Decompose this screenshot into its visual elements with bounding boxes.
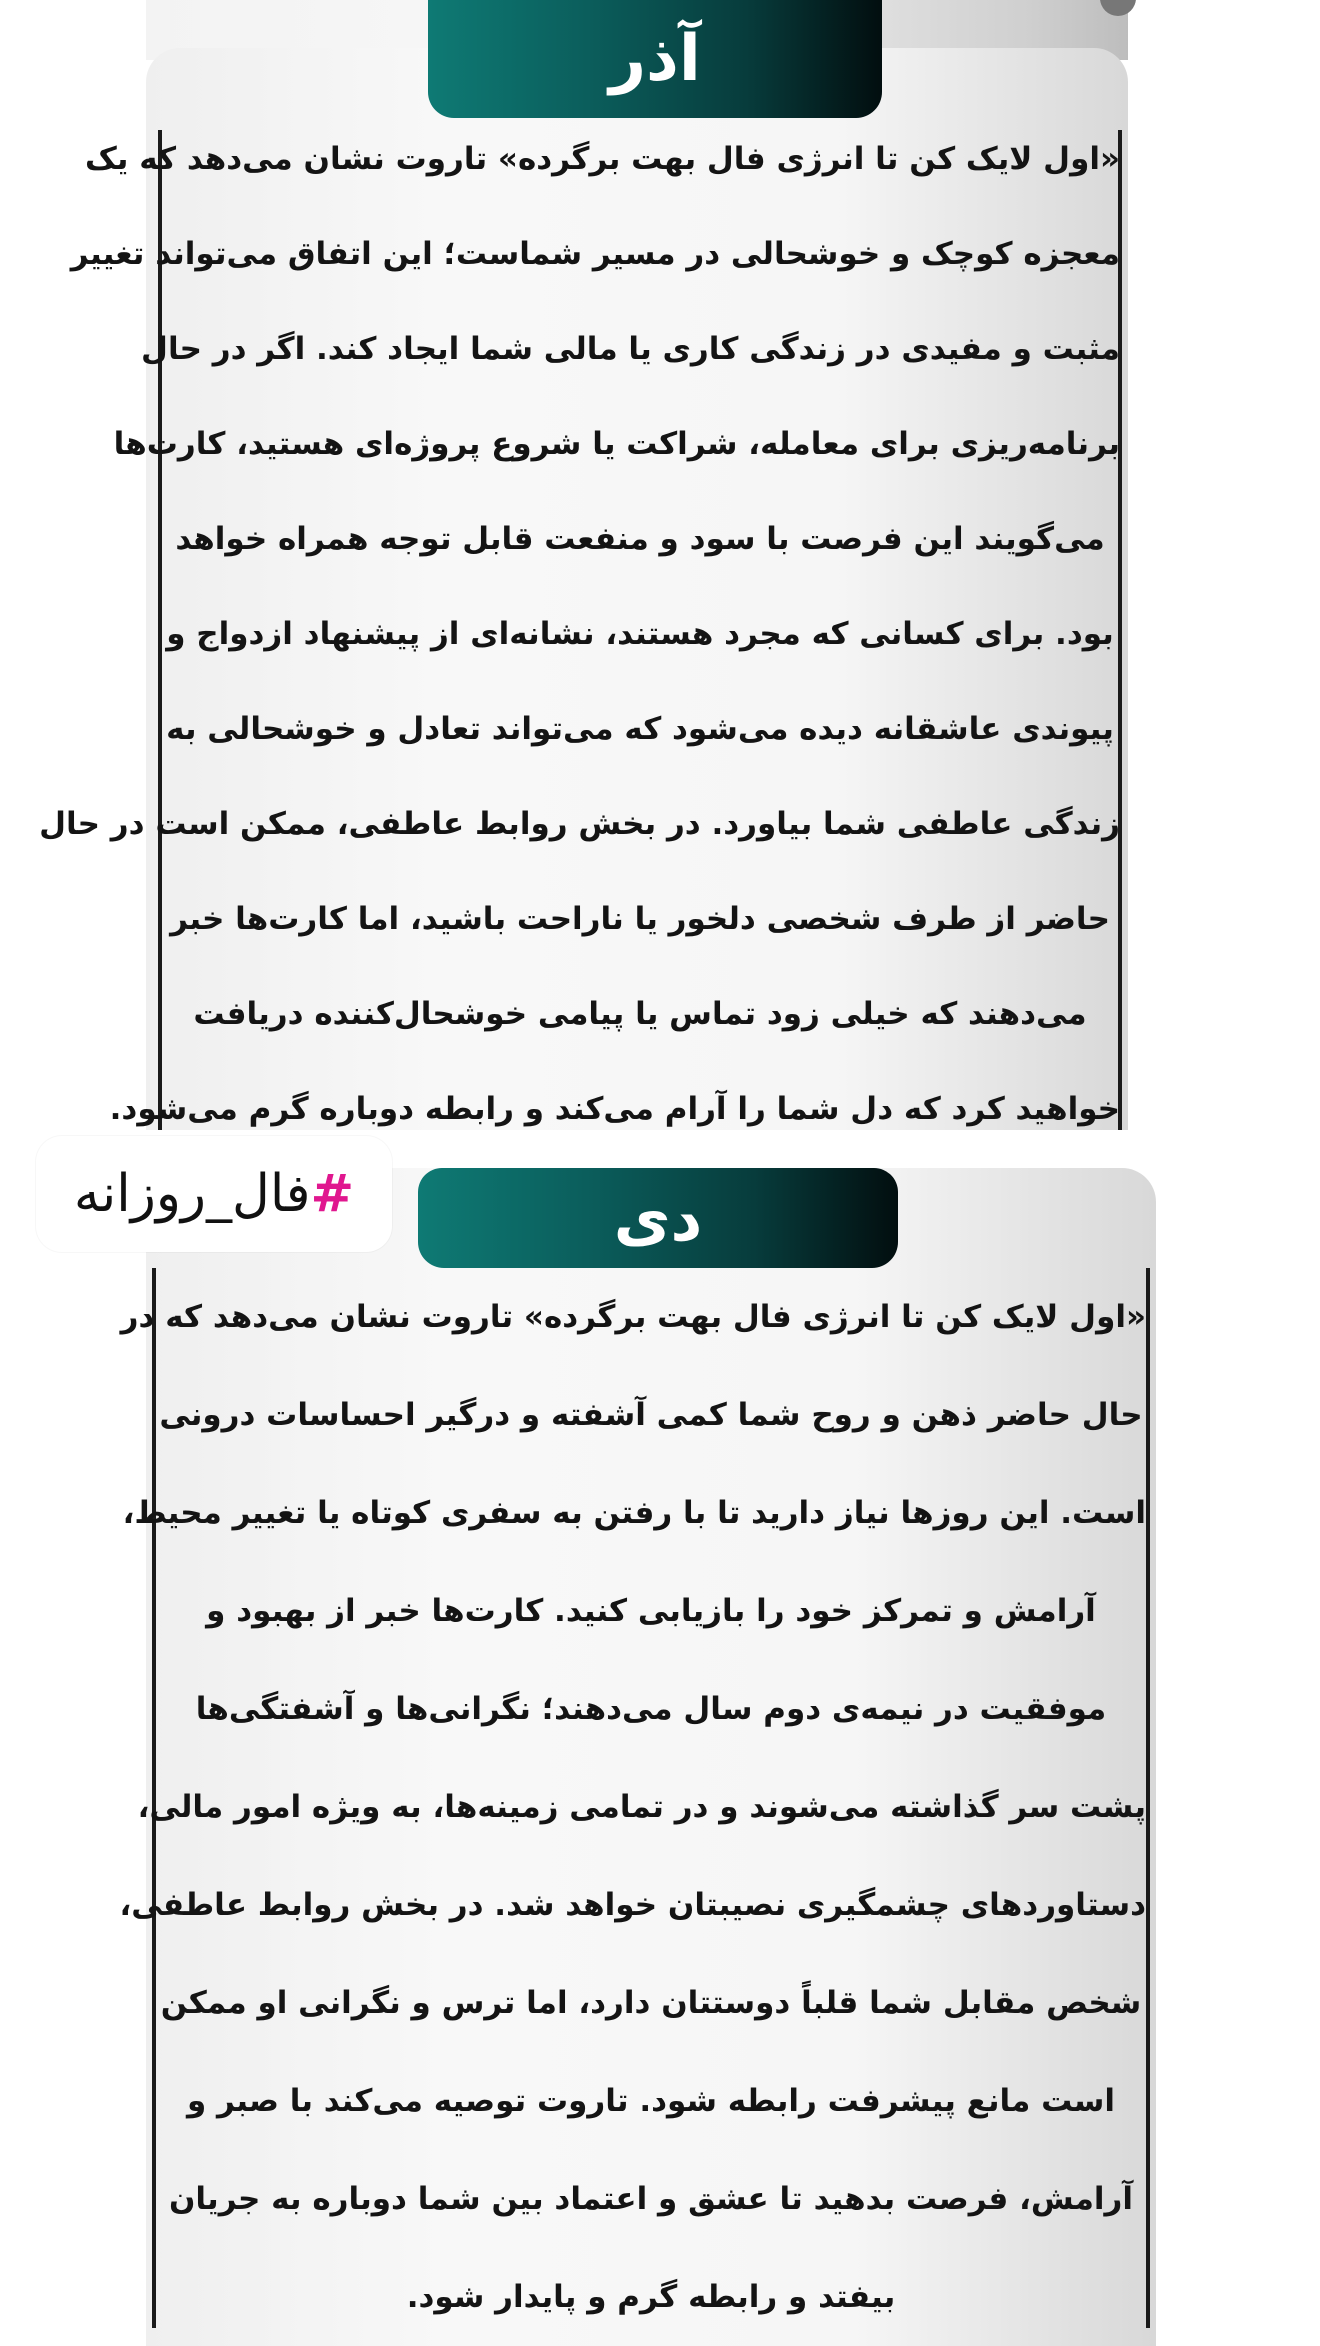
month-title-azar: [428, 0, 882, 118]
hashtag-symbol: #: [310, 1164, 355, 1224]
text-line: موفقیت در نیمه‌ی دوم سال می‌دهند؛ نگرانی‌ها و آشفتگی‌ها: [195, 1691, 1107, 1727]
fortune-text-azar: [39, 112, 1120, 1157]
text-line: «اول لایک کن تا انرژی فال بهت برگرده» تاروت نشان می‌دهد که یک: [85, 141, 1120, 177]
text-line: بیفتد و رابطه گرم و پایدار شود.: [406, 2279, 896, 2315]
text-line: حال حاضر ذهن و روح شما کمی آشفته و درگیر احساسات درونی: [159, 1397, 1143, 1433]
hashtag-text: فال_روزانه: [73, 1164, 311, 1224]
text-line: می‌دهند که خیلی زود تماس یا پیامی خوشحال‌کننده دریافت: [193, 996, 1087, 1032]
text-line: بود. برای کسانی که مجرد هستند، نشانه‌ای از پیشنهاد ازدواج و: [166, 616, 1114, 652]
card-right-rule: [1146, 1268, 1150, 2328]
text-line: پشت سر گذاشته می‌شوند و در تمامی زمینه‌ها، به ویژه امور مالی،: [137, 1789, 1146, 1825]
month-title-text: آذر: [609, 22, 701, 96]
text-line: است مانع پیشرفت رابطه شود. تاروت توصیه می‌کند با صبر و: [186, 2083, 1116, 2119]
text-line: آرامش و تمرکز خود را بازیابی کنید. کارت‌ها خبر از بهبود و: [206, 1593, 1096, 1629]
text-line: می‌گویند این فرصت با سود و منفعت قابل توجه همراه خواهد: [175, 521, 1105, 557]
text-line: مثبت و مفیدی در زندگی کاری یا مالی شما ایجاد کند. اگر در حال: [141, 331, 1120, 367]
text-line: زندگی عاطفی شما بیاورد. در بخش روابط عاطفی، ممکن است در حال: [39, 806, 1120, 842]
text-line: است. این روزها نیاز دارید تا با رفتن به سفری کوتاه یا تغییر محیط،: [122, 1495, 1146, 1531]
text-line: شخص مقابل شما قلباً دوستتان دارد، اما ترس و نگرانی او ممکن: [160, 1985, 1142, 2021]
text-line: حاضر از طرف شخصی دلخور یا ناراحت باشید، اما کارت‌ها خبر: [170, 901, 1110, 937]
text-line: آرامش، فرصت بدهید تا عشق و اعتماد بین شما دوباره به جریان: [168, 2181, 1134, 2217]
fortune-text-dey: [119, 1268, 1146, 2346]
hashtag-sticker[interactable]: [36, 1136, 392, 1252]
text-line: معجزه کوچک و خوشحالی در مسیر شماست؛ این اتفاق می‌تواند تغییر: [70, 236, 1120, 272]
text-line: «اول لایک کن تا انرژی فال بهت برگرده» تاروت نشان می‌دهد که در: [120, 1299, 1146, 1335]
month-title-text: دی: [613, 1181, 703, 1255]
month-title-dey: [418, 1168, 898, 1268]
text-line: خواهید کرد که دل شما را آرام می‌کند و رابطه دوباره گرم می‌شود.: [109, 1091, 1120, 1127]
text-line: پیوندی عاشقانه دیده می‌شود که می‌تواند تعادل و خوشحالی به: [166, 711, 1114, 747]
text-line: برنامه‌ریزی برای معامله، شراکت یا شروع پروژه‌ای هستید، کارت‌ها: [113, 426, 1120, 462]
text-line: دستاوردهای چشمگیری نصیبتان خواهد شد. در بخش روابط عاطفی،: [119, 1887, 1146, 1923]
